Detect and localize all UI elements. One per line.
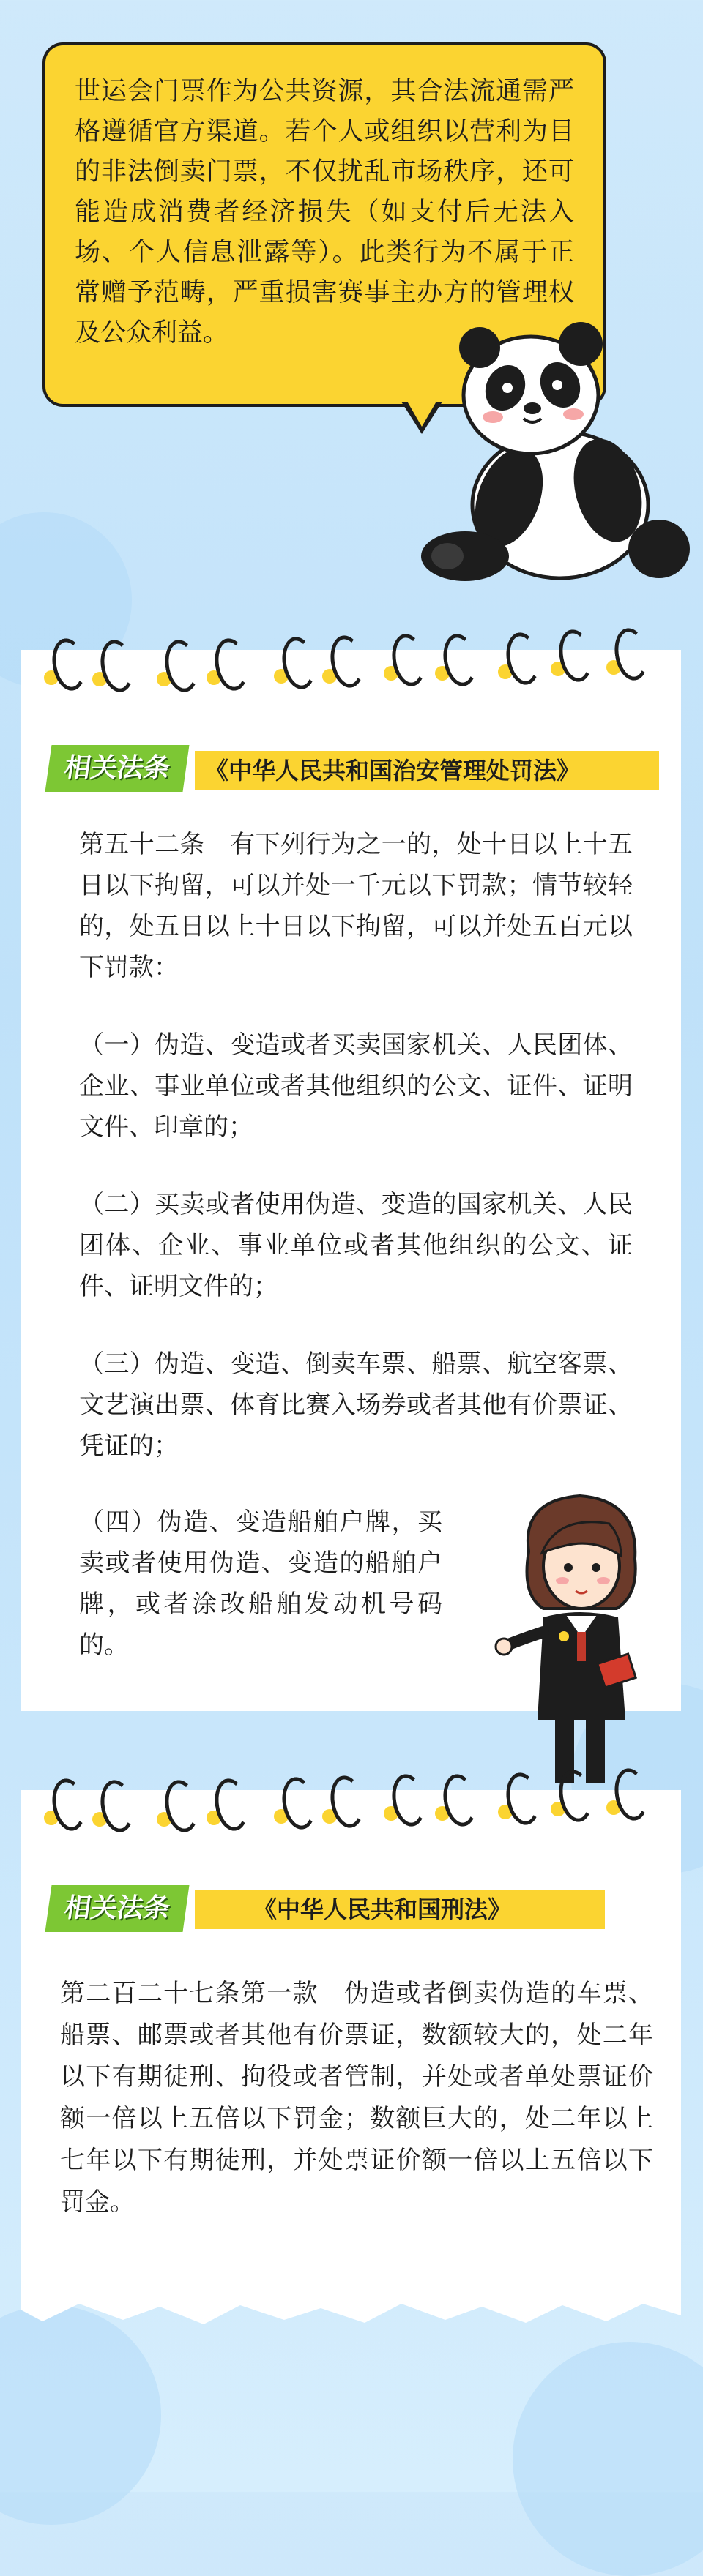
officer-girl-illustration <box>492 1486 668 1786</box>
law-card-criminal <box>21 1753 681 2310</box>
intro-text: 世运会门票作为公共资源，其合法流通需严格遵循官方渠道。若个人或组织以营利为目的非法倒卖门票，不仅扰乱市场秩序，还可能造成消费者经济损失（如支付后无法入场、个人信息泄露等）。此类行为不属于正常赠予范畴，严重损害赛事主办方的管理权及公众利益。 <box>75 77 574 348</box>
officer-tie <box>577 1632 586 1661</box>
background-bubble <box>513 2342 703 2576</box>
article-paragraph: 第五十二条 有下列行为之一的，处十日以上十五日以下拘留，可以并处一千元以下罚款；情节较轻的，处五日以上十日以下拘留，可以并处五百元以下罚款： <box>79 830 633 982</box>
background-bubble <box>0 2305 161 2525</box>
panda-left-ear <box>459 327 500 368</box>
panda-left-paw-pad <box>431 543 464 569</box>
panda-right-ear <box>559 322 603 366</box>
panda-right-leg <box>628 520 690 578</box>
related-law-tag: 相关法条 <box>45 1885 190 1932</box>
officer-right-cheek <box>597 1577 610 1584</box>
article-clause: （三）伪造、变造、倒卖车票、船票、航空客票、文艺演出票、体育比赛入场券或者其他有价票证、凭证的； <box>79 1349 633 1461</box>
panda-nose <box>524 402 541 414</box>
law-title-bar: 《中华人民共和国治安管理处罚法》 <box>195 751 659 790</box>
article-clause: （一）伪造、变造或者买卖国家机关、人民团体、企业、事业单位或者其他组织的公文、证件、证明文件、印章的； <box>79 1030 633 1142</box>
panda-left-cheek <box>483 411 503 423</box>
panda-left-eye <box>502 383 513 393</box>
officer-left-eye <box>564 1563 573 1572</box>
officer-hand <box>496 1639 512 1655</box>
article-paragraph: 第二百二十七条第一款 伪造或者倒卖伪造的车票、船票、邮票或者其他有价票证，数额较大的，处二年以下有期徒刑、拘役或者管制，并处或者单处票证价额一倍以上五倍以下罚金；数额巨大的，处二年以上七年以下有期徒刑，并处票证价额一倍以上五倍以下罚金。 <box>60 1979 653 2217</box>
panda-right-cheek <box>563 408 584 420</box>
article-clause: （二）买卖或者使用伪造、变造的国家机关、人民团体、企业、事业单位或者其他组织的公文、证件、证明文件的； <box>79 1190 633 1301</box>
officer-badge <box>559 1631 569 1641</box>
officer-left-cheek <box>556 1577 569 1584</box>
panda-right-eye <box>552 380 562 390</box>
related-law-tag: 相关法条 <box>45 745 190 792</box>
torn-paper-edge <box>21 2294 681 2337</box>
officer-right-eye <box>592 1563 600 1572</box>
article-clause: （四）伪造、变造船舶户牌，买卖或者使用伪造、变造的船舶户牌，或者涂改船舶发动机号码的。 <box>79 1508 442 1660</box>
panda-mascot-illustration <box>414 315 692 585</box>
law-title-bar: 《中华人民共和国刑法》 <box>195 1890 605 1929</box>
